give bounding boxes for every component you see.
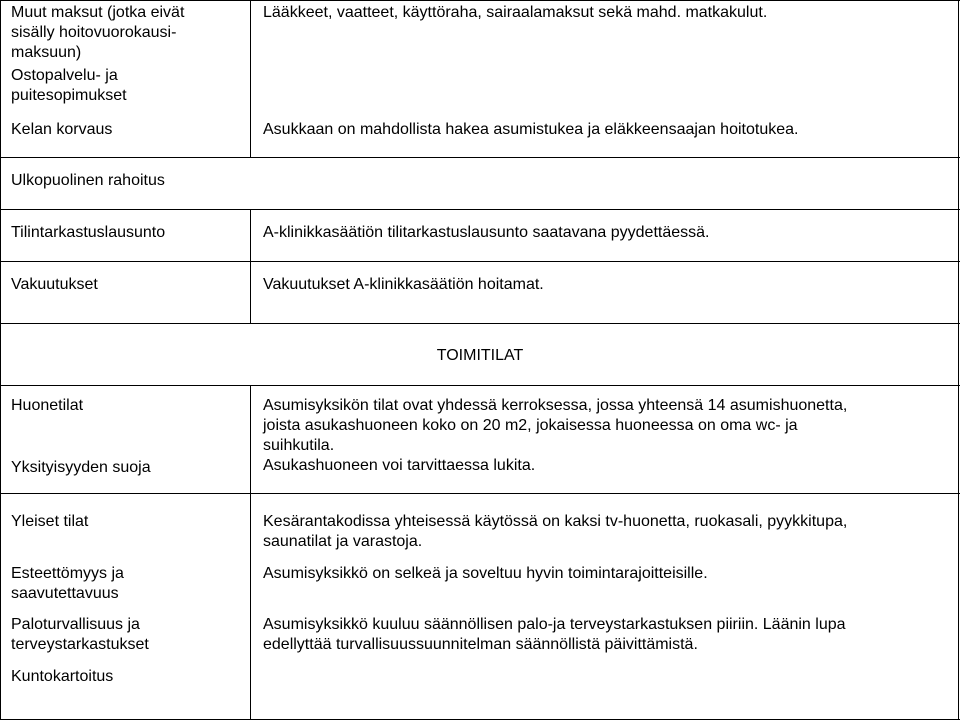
label-esteettomyys: Esteettömyys ja saavutettavuus (11, 565, 124, 602)
value-esteettomyys: Asumisyksikkö on selkeä ja soveltuu hyvin toimintarajoitteisille. (263, 565, 708, 582)
label-ostopalvelu: Ostopalvelu- ja puitesopimukset (11, 67, 127, 104)
label-tilintarkastuslausunto: Tilintarkastuslausunto (11, 224, 166, 241)
row-divider-2 (0, 209, 960, 210)
row-divider-5 (0, 385, 960, 386)
row-divider-4 (0, 323, 960, 324)
value-huonetilat: Asumisyksikön tilat ovat yhdessä kerroksessa, jossa yhteensä 14 asumishuonetta, joista asukashuoneen koko on 20 m2, jokaisessa huoneessa on oma wc- ja suihkutila. Asukashuoneen voi tarvittaessa lukita. (263, 397, 848, 474)
column-divider-top (250, 0, 251, 157)
row-divider-1 (0, 157, 960, 158)
value-vakuutukset: Vakuutukset A-klinikkasäätiön hoitamat. (263, 276, 544, 293)
label-yleiset-tilat: Yleiset tilat (11, 513, 89, 530)
label-kuntokartoitus: Kuntokartoitus (11, 668, 114, 685)
row-divider-6 (0, 493, 960, 494)
label-vakuutukset: Vakuutukset (11, 276, 98, 293)
label-huonetilat: Huonetilat (11, 397, 84, 414)
value-muut-maksut: Lääkkeet, vaatteet, käyttöraha, sairaalamaksut sekä mahd. matkakulut. (263, 4, 768, 21)
label-ulkopuolinen-rahoitus: Ulkopuolinen rahoitus (11, 172, 165, 189)
label-muut-maksut: Muut maksut (jotka eivät sisälly hoitovuorokausi- maksuun) (11, 4, 185, 61)
value-tilintarkastuslausunto: A-klinikkasäätiön tilitarkastuslausunto saatavana pyydettäessä. (263, 224, 710, 241)
label-yksityisyyden-suoja: Yksityisyyden suoja (11, 459, 151, 476)
value-yleiset-tilat: Kesärantakodissa yhteisessä käytössä on kaksi tv-huonetta, ruokasali, pyykkitupa, saunatilat ja varastoja. (263, 513, 848, 550)
top-border (0, 0, 960, 1)
label-paloturvallisuus: Paloturvallisuus ja terveystarkastukset (11, 616, 149, 653)
section-heading-toimitilat: TOIMITILAT (436, 347, 524, 364)
value-kelan-korvaus: Asukkaan on mahdollista hakea asumistukea ja eläkkeensaajan hoitotukea. (263, 121, 799, 138)
value-paloturvallisuus: Asumisyksikkö kuuluu säännöllisen palo-ja terveystarkastuksen piiriin. Läänin lupa edellyttää turvallisuussuunnitelman säännöllistä päivittämistä. (263, 616, 846, 653)
column-divider-mid (250, 209, 251, 323)
label-kelan-korvaus: Kelan korvaus (11, 121, 113, 138)
column-divider-bottom (250, 385, 251, 719)
row-divider-3 (0, 261, 960, 262)
